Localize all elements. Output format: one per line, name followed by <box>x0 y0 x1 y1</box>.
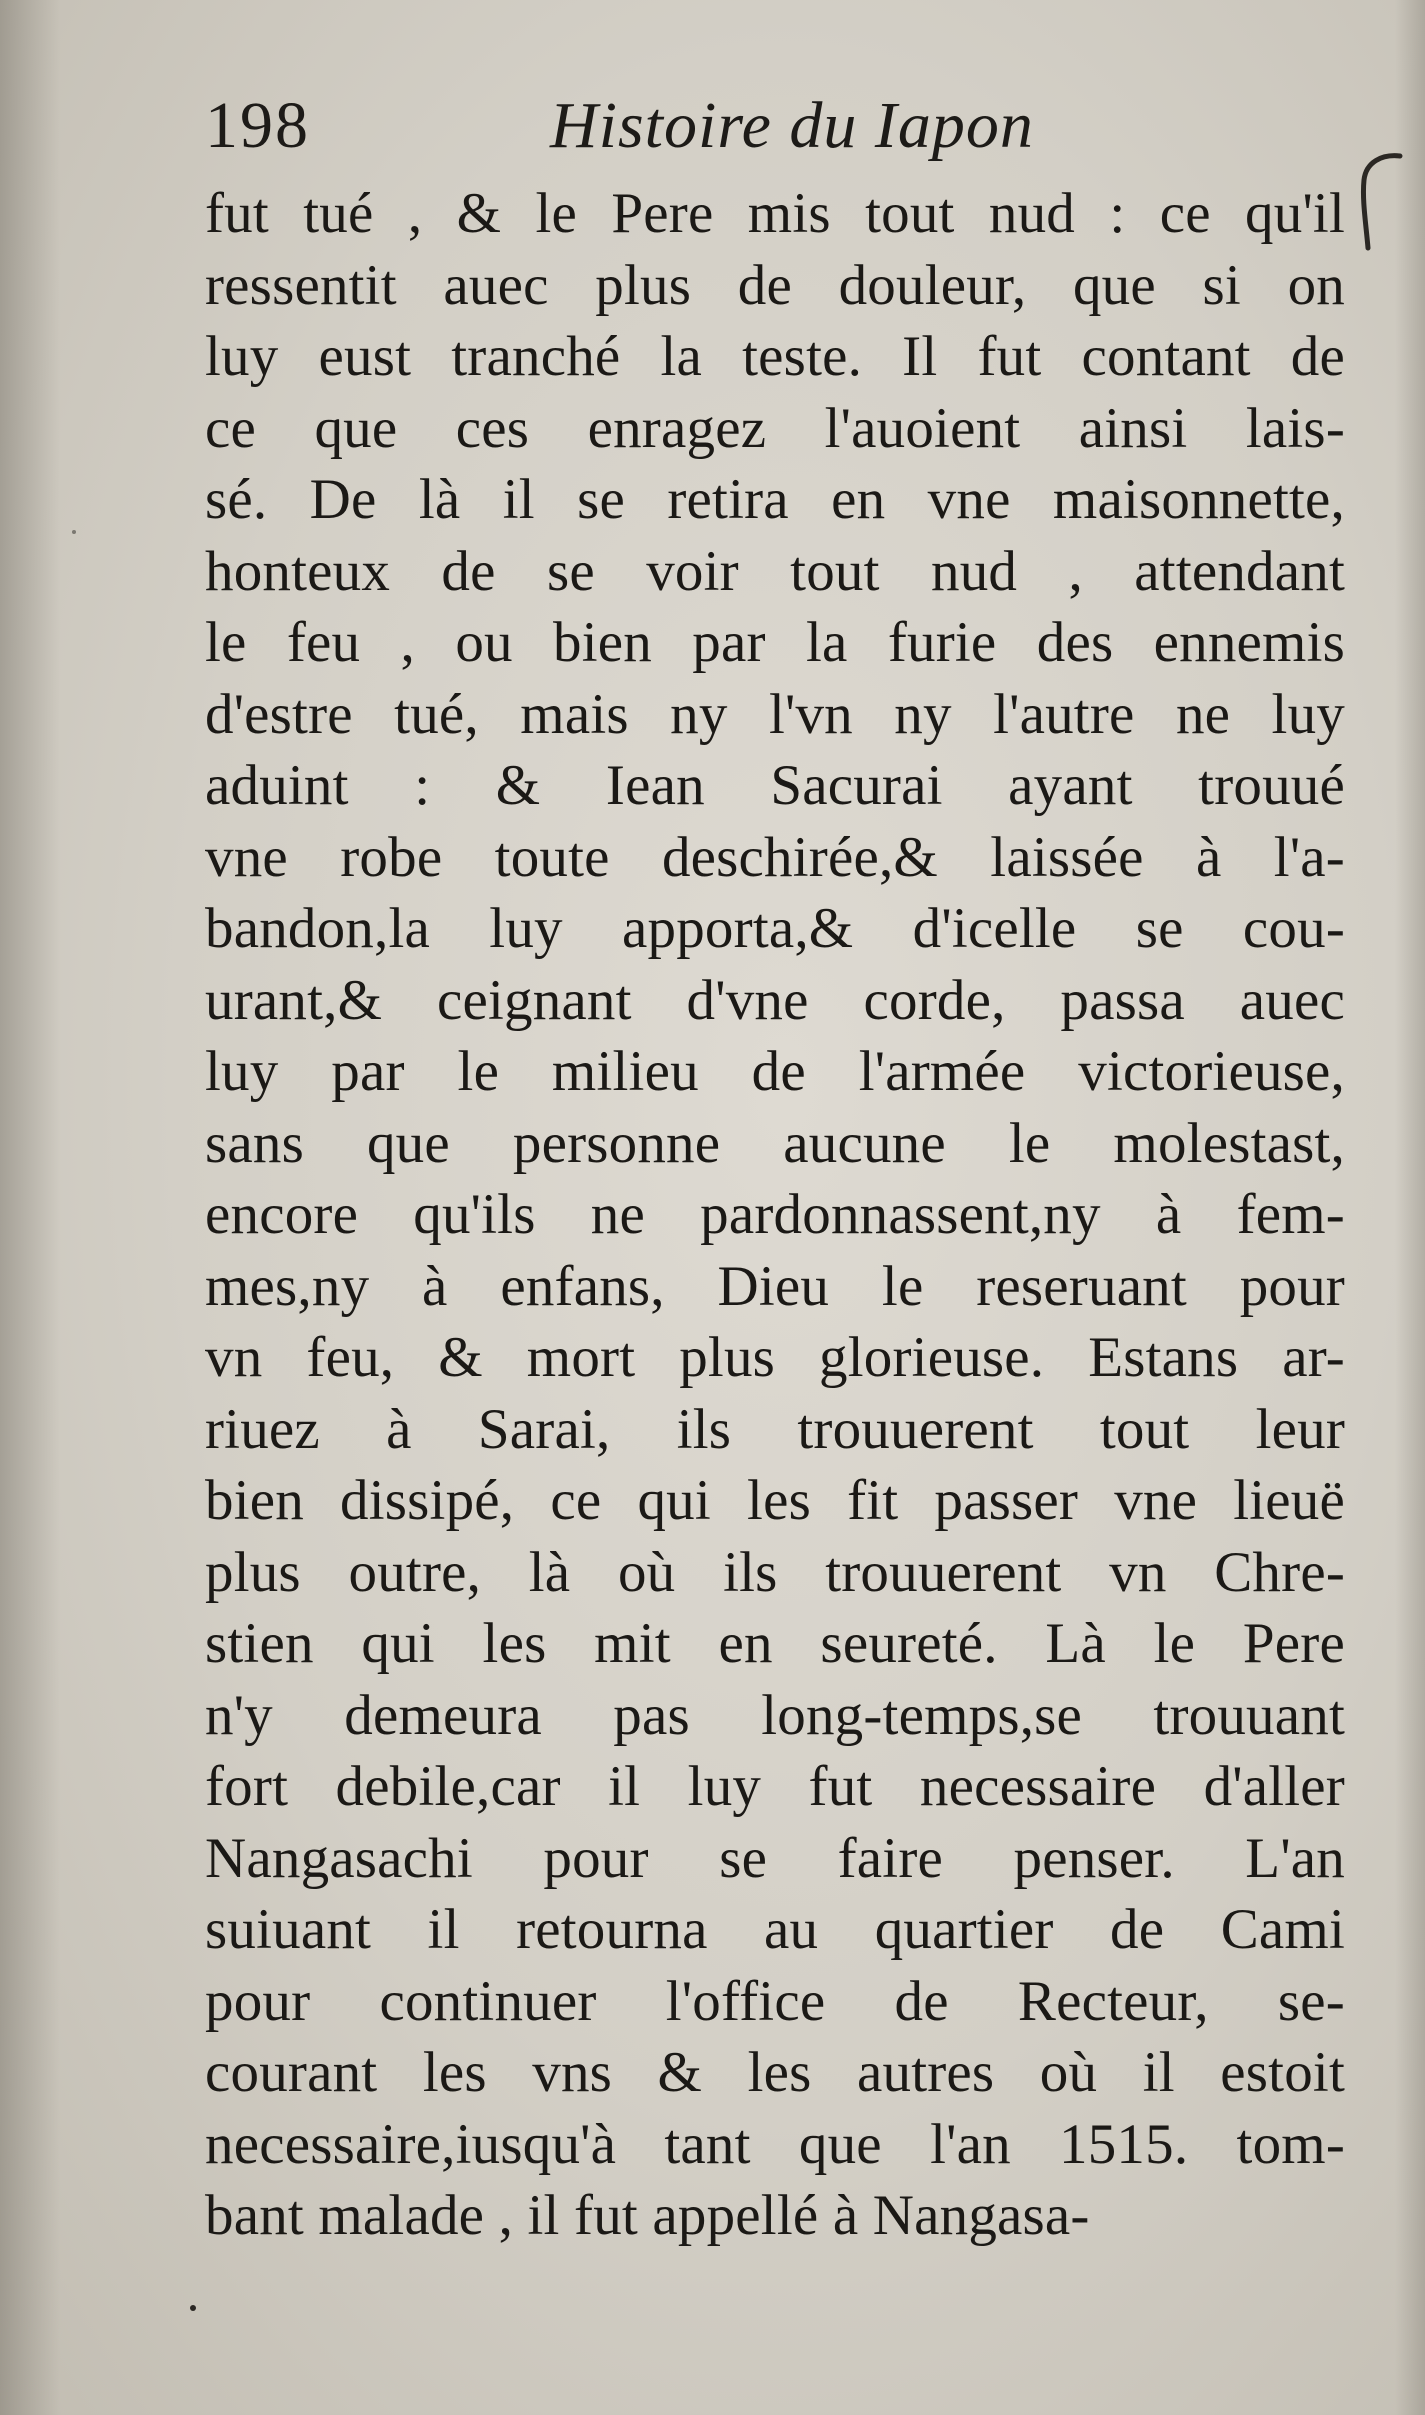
text-line: necessaire,iusqu'à tant que l'an 1515. tom- <box>205 2112 1345 2176</box>
text-line: riuez à Sarai, ils trouuerent tout leur <box>205 1397 1345 1461</box>
text-line: d'estre tué, mais ny l'vn ny l'autre ne luy <box>205 682 1345 746</box>
text-line: mes,ny à enfans, Dieu le reseruant pour <box>205 1254 1345 1318</box>
text-line: le feu , ou bien par la furie des ennemis <box>205 611 1345 674</box>
text-line: pour continuer l'office de Recteur, se- <box>205 1969 1345 2033</box>
running-head: Histoire du Iapon <box>550 89 1034 162</box>
text-line: urant,& ceignant d'vne corde, passa auec <box>205 968 1345 1032</box>
text-line: ressentit auec plus de douleur, que si on <box>205 253 1345 317</box>
text-line: suiuant il retourna au quartier de Cami <box>205 1898 1345 1961</box>
text-line: honteux de se voir tout nud , attendant <box>205 539 1345 603</box>
text-line: sans que personne aucune le molestast, <box>205 1111 1345 1175</box>
text-line: vne robe toute deschirée,& laissée à l'a- <box>205 825 1345 889</box>
text-line: courant les vns & les autres où il estoit <box>205 2041 1345 2104</box>
text-line: aduint : & Iean Sacurai ayant trouué <box>205 754 1345 817</box>
text-line: vn feu, & mort plus glorieuse. Estans ar- <box>205 1326 1345 1389</box>
page-gutter-shadow <box>0 0 60 2415</box>
text-line: n'y demeura pas long-temps,se trouuant <box>205 1683 1345 1747</box>
text-line: luy eust tranché la teste. Il fut contant de <box>205 325 1345 388</box>
text-line: stien qui les mit en seureté. Là le Pere <box>205 1612 1345 1675</box>
text-line: bien dissipé, ce qui les fit passer vne lieuë <box>205 1469 1345 1532</box>
body-text <box>205 178 1345 2252</box>
margin-pencil-mark-icon <box>1352 148 1412 258</box>
page-edge-shadow <box>1395 0 1425 2415</box>
page-header <box>205 88 1335 178</box>
ink-speck <box>72 530 76 534</box>
text-line: plus outre, là où ils trouuerent vn Chre- <box>205 1540 1345 1604</box>
text-line: ce que ces enragez l'auoient ainsi lais- <box>205 396 1345 460</box>
text-line: luy par le milieu de l'armée victorieuse, <box>205 1040 1345 1103</box>
text-line: Nangasachi pour se faire penser. L'an <box>205 1826 1345 1890</box>
text-line: bant malade , il fut appellé à Nangasa- <box>205 2184 1090 2247</box>
text-line: fort debile,car il luy fut necessaire d'aller <box>205 1755 1345 1818</box>
text-line: sé. De là il se retira en vne maisonnette, <box>205 468 1345 531</box>
text-line: fut tué , & le Pere mis tout nud : ce qu'il <box>205 182 1345 245</box>
text-line: encore qu'ils ne pardonnassent,ny à fem- <box>205 1183 1345 1246</box>
page-number: 198 <box>205 89 310 162</box>
ink-speck <box>190 2305 196 2311</box>
text-line: bandon,la luy apporta,& d'icelle se cou- <box>205 897 1345 960</box>
